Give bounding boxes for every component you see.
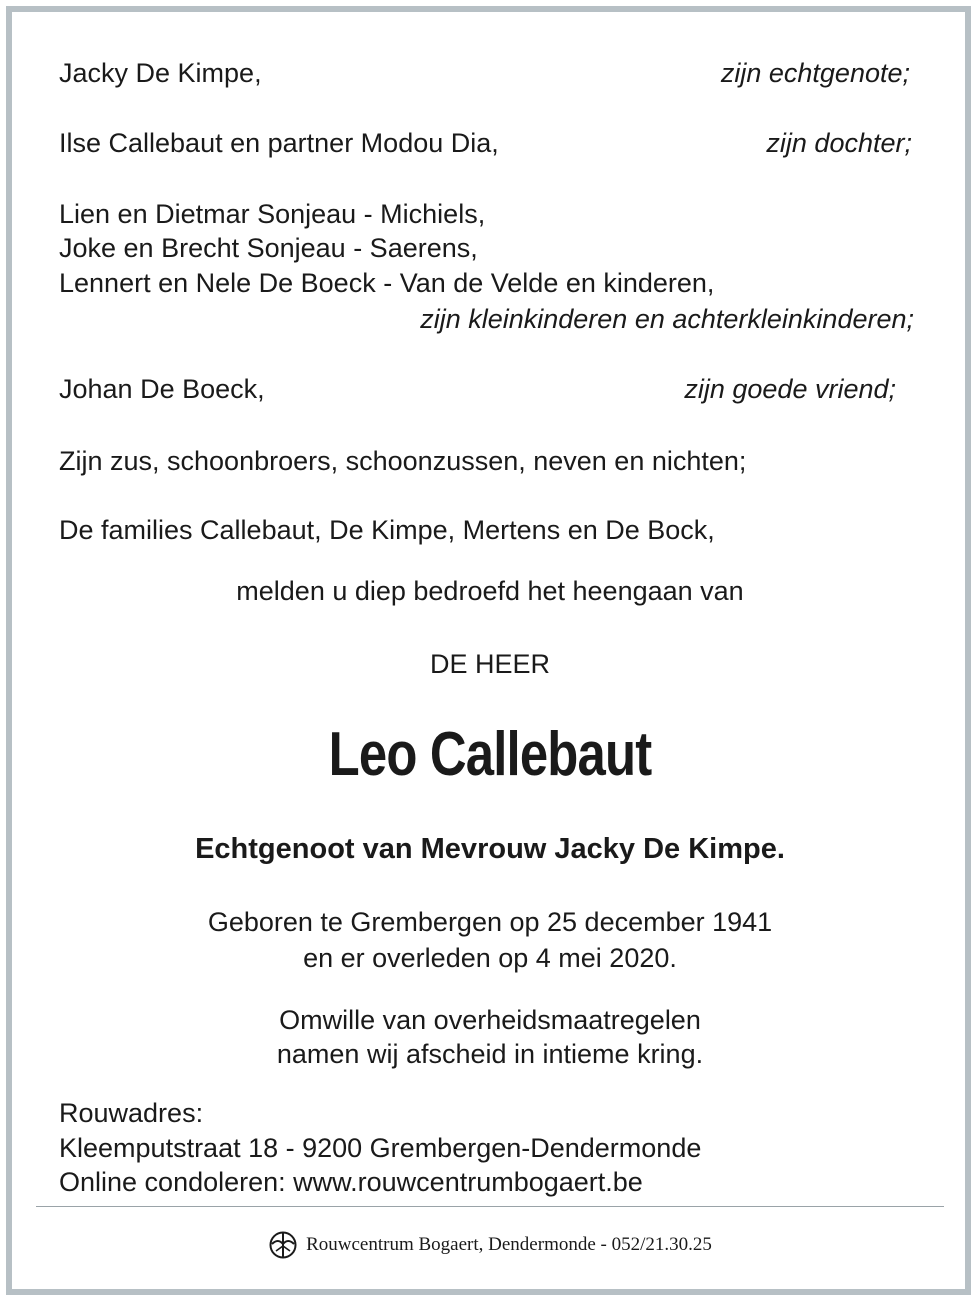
wife-name: Jacky De Kimpe, (59, 58, 262, 88)
address-street: Kleemputstraat 18 - 9200 Grembergen-Dendermonde (59, 1133, 702, 1163)
birth-line: Geboren te Grembergen op 25 december 1941 (207, 907, 773, 937)
footer-text: Rouwcentrum Bogaert, Dendermonde - 052/21.30.25 (306, 1234, 712, 1255)
title-de-heer: DE HEER (429, 649, 551, 679)
spouse-line: Echtgenoot van Mevrouw Jacky De Kimpe. (195, 833, 785, 865)
dove-cross-logo-icon (268, 1230, 298, 1260)
families-line: De families Callebaut, De Kimpe, Mertens en De Bock, (59, 515, 715, 545)
online-condolence: Online condoleren: www.rouwcentrumbogaert.be (59, 1167, 643, 1197)
grandchild-line-2: Joke en Brecht Sonjeau - Saerens, (59, 233, 478, 263)
grandchildren-role: zijn kleinkinderen en achterkleinkinderen; (420, 304, 914, 334)
notice-line-2: namen wij afscheid in intieme kring. (276, 1039, 704, 1069)
friend-role: zijn goede vriend; (684, 374, 896, 404)
friend-name: Johan De Boeck, (59, 374, 265, 404)
daughter-name: Ilse Callebaut en partner Modou Dia, (59, 128, 499, 158)
daughter-role: zijn dochter; (766, 128, 912, 158)
footer-divider (36, 1206, 944, 1207)
footer (0, 1230, 980, 1268)
notice-line-1: Omwille van overheidsmaatregelen (279, 1005, 701, 1035)
grandchild-line-3: Lennert en Nele De Boeck - Van de Velde en kinderen, (59, 268, 715, 298)
grandchild-line-1: Lien en Dietmar Sonjeau - Michiels, (59, 199, 486, 229)
address-label: Rouwadres: (59, 1098, 204, 1128)
death-line: en er overleden op 4 mei 2020. (303, 943, 677, 973)
announcement-intro: melden u diep bedroefd het heengaan van (236, 576, 744, 606)
wife-role: zijn echtgenote; (720, 58, 910, 88)
relatives-line: Zijn zus, schoonbroers, schoonzussen, neven en nichten; (59, 446, 747, 476)
deceased-name: Leo Callebaut (328, 720, 652, 789)
